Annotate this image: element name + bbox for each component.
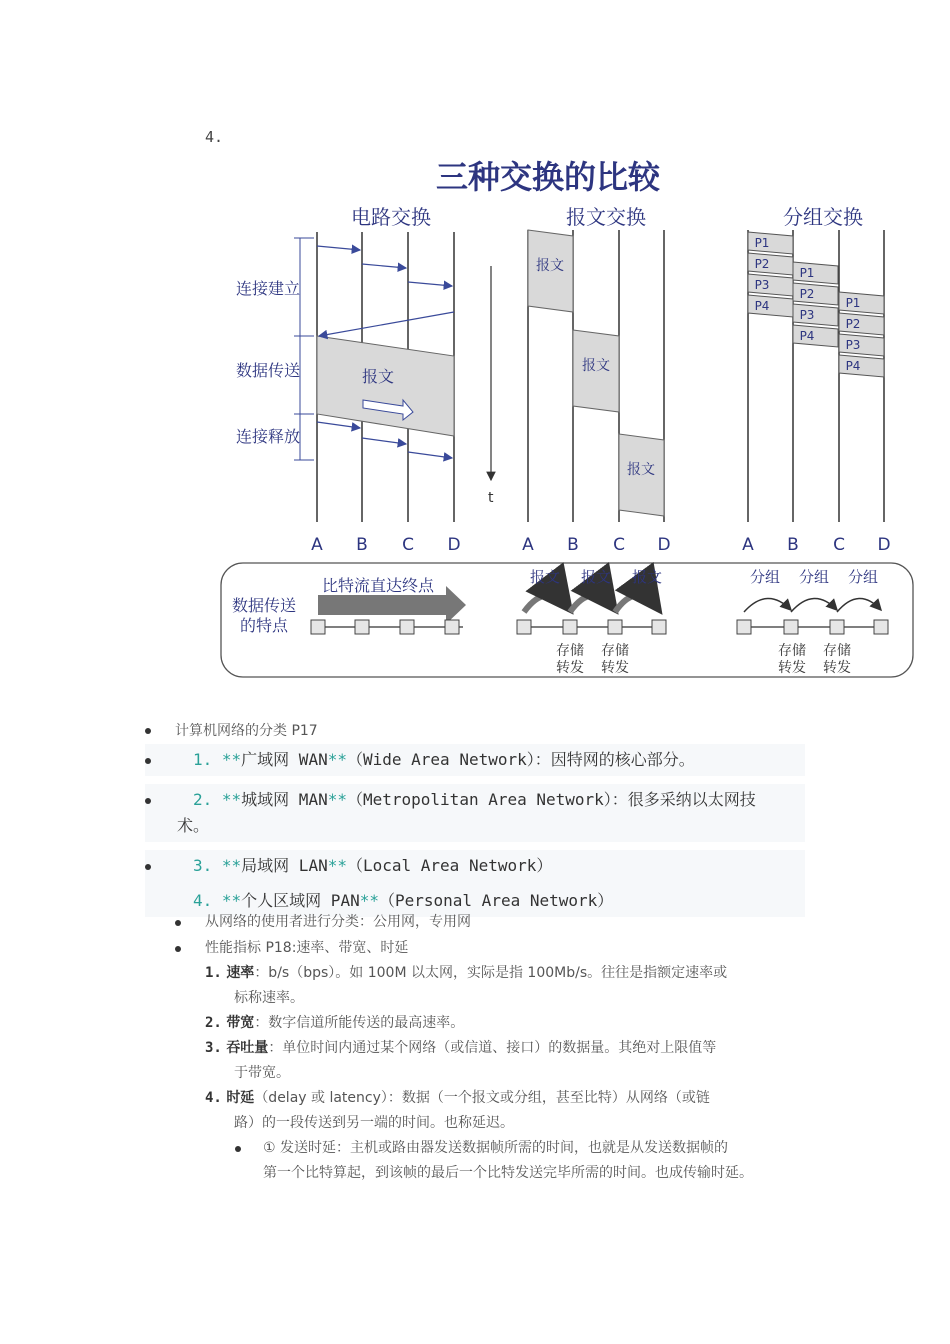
bold-marker: **: [221, 750, 242, 769]
packet-label-0-1: P2: [754, 257, 770, 271]
node-label-2-2: C: [833, 535, 845, 555]
store-label-1: 存储: [556, 643, 584, 659]
bullet-dot: [235, 1146, 241, 1152]
packet-blocks: [748, 232, 884, 377]
side-label-release: 连接释放: [236, 427, 301, 446]
bottom-node-2: [400, 620, 414, 634]
store-label-4: 存储: [823, 643, 851, 659]
packet-label-2-3: P4: [845, 359, 861, 373]
bottom-node-6: [608, 620, 622, 634]
section-number: 4.: [205, 128, 224, 146]
perf-item-latency: [205, 1086, 815, 1136]
forward-label-2: 转发: [601, 660, 629, 676]
item-number: 4.: [193, 891, 213, 910]
figure-title: 三种交换的比较: [435, 158, 661, 196]
message-tag-3: 报文: [631, 568, 663, 586]
bottom-node-1: [355, 620, 369, 634]
bottom-node-0: [311, 620, 325, 634]
message-tag-2: 报文: [580, 568, 612, 586]
node-label-2-1: B: [787, 535, 799, 555]
bottom-node-3: [445, 620, 459, 634]
perf-desc: ：b/s（bps）。如 100M 以太网，实际是指 100Mb/s。往往是指额定速率或: [254, 965, 728, 981]
packet-label-2-2: P3: [845, 338, 861, 352]
forward-label-4: 转发: [823, 660, 851, 676]
packet-label-1-2: P3: [799, 308, 815, 322]
item-number: 1.: [193, 750, 213, 769]
performance-heading: 性能指标 P18:速率、带宽、时延: [205, 940, 409, 956]
sub-item-transmission-delay: [235, 1136, 835, 1186]
packet-tag-3: 分组: [847, 568, 879, 586]
perf-number: 3.: [205, 1040, 222, 1056]
bottom-node-4: [517, 620, 531, 634]
item-number: 2.: [193, 790, 213, 809]
perf-desc-continued: 路）的一段传送到另一端的时间。也称延迟。: [234, 1115, 514, 1131]
bottom-row-label-2: 的特点: [240, 616, 289, 635]
switching-comparison-figure: [218, 150, 918, 680]
network-desc-continued: 术。: [177, 816, 210, 835]
packet-tag-2: 分组: [798, 568, 830, 586]
packet-label-1-0: P1: [799, 266, 815, 280]
message-block-2-label: 报文: [582, 358, 610, 374]
bold-marker: **: [221, 856, 242, 875]
node-label-2-3: D: [877, 535, 891, 555]
network-name: 局域网 LAN: [241, 856, 328, 875]
message-block-3-label: 报文: [627, 462, 655, 478]
store-label-3: 存储: [778, 643, 806, 659]
perf-number: 4.: [205, 1090, 222, 1106]
packet-label-1-3: P4: [799, 329, 815, 343]
node-label-0-1: B: [356, 535, 368, 555]
perf-number: 1.: [205, 965, 222, 981]
message-block-1-label: 报文: [536, 258, 564, 274]
side-label-setup: 连接建立: [236, 279, 301, 298]
packet-label-0-2: P3: [754, 278, 770, 292]
bold-marker: **: [221, 891, 242, 910]
packet-label-2-1: P2: [845, 317, 861, 331]
code-line-man: [145, 784, 805, 842]
circuit-message-block: [317, 336, 454, 436]
bold-marker: **: [327, 856, 347, 875]
perf-desc: （delay 或 latency）：数据（一个报文或分组，甚至比特）从网络（或链: [254, 1090, 710, 1106]
perf-term: 带宽: [226, 1015, 255, 1031]
bottom-node-10: [830, 620, 844, 634]
bold-marker: **: [359, 891, 379, 910]
network-types-block: [145, 744, 805, 917]
bottom-node-8: [737, 620, 751, 634]
bullet-performance: [175, 936, 408, 961]
perf-item-throughput: [205, 1036, 815, 1086]
network-desc: （Metropolitan Area Network）：很多采纳以太网技: [346, 790, 756, 809]
bottom-node-11: [874, 620, 888, 634]
bullet-dot: [145, 728, 151, 734]
bottom-node-5: [563, 620, 577, 634]
perf-term: 时延: [226, 1090, 255, 1106]
bottom-node-9: [784, 620, 798, 634]
perf-term: 吞吐量: [226, 1040, 269, 1056]
sub-item-text-continued: 第一个比特算起，到该帧的最后一个比特发送完毕所需的时间。也成传输时延。: [263, 1165, 753, 1181]
node-label-0-0: A: [311, 535, 323, 555]
packet-label-0-0: P1: [754, 236, 770, 250]
node-label-1-3: D: [657, 535, 671, 555]
node-label-1-1: B: [567, 535, 579, 555]
node-label-0-2: C: [402, 535, 414, 555]
side-label-transfer: 数据传送: [236, 361, 301, 380]
store-label-2: 存储: [601, 643, 629, 659]
packet-label-0-3: P4: [754, 299, 770, 313]
network-name: 广域网 WAN: [241, 750, 328, 769]
bold-marker: **: [221, 790, 242, 809]
item-number: 3.: [193, 856, 213, 875]
classification-heading: 计算机网络的分类 P17: [175, 723, 318, 739]
network-desc: （Personal Area Network）: [378, 891, 614, 910]
forward-label-3: 转发: [778, 660, 806, 676]
bullet-dot: [145, 798, 151, 804]
packet-label-1-1: P2: [799, 287, 815, 301]
bitstream-text: 比特流直达终点: [322, 576, 435, 595]
bottom-row-label-1: 数据传送: [232, 596, 297, 615]
perf-number: 2.: [205, 1015, 222, 1031]
perf-item-rate: [205, 961, 815, 1011]
bullet-dot: [175, 946, 181, 952]
node-label-1-0: A: [522, 535, 534, 555]
node-label-2-0: A: [742, 535, 754, 555]
code-line-wan: [145, 744, 805, 776]
perf-item-bandwidth: [205, 1011, 464, 1036]
bullet-dot: [145, 864, 151, 870]
bold-marker: **: [327, 750, 347, 769]
bullet-network-classification: [145, 720, 318, 740]
perf-desc-continued: 于带宽。: [234, 1065, 290, 1081]
column-title-packet: 分组交换: [783, 205, 863, 229]
sub-item-text: ① 发送时延：主机或路由器发送数据帧所需的时间，也就是从发送数据帧的: [263, 1140, 728, 1156]
node-labels: [311, 535, 890, 555]
network-name: 个人区域网 PAN: [241, 891, 360, 910]
bottom-node-7: [652, 620, 666, 634]
perf-desc: ：数字信道所能传送的最高速率。: [254, 1015, 465, 1031]
bold-marker: **: [327, 790, 347, 809]
perf-desc-continued: 标称速率。: [234, 990, 304, 1006]
node-label-0-3: D: [447, 535, 461, 555]
message-tag-1: 报文: [529, 568, 561, 586]
packet-tag-1: 分组: [749, 568, 781, 586]
network-desc: （Local Area Network）: [346, 856, 553, 875]
bullet-dot: [145, 758, 151, 764]
bullet-user-classification: [175, 910, 471, 935]
packet-label-2-0: P1: [845, 296, 861, 310]
column-title-message: 报文交换: [566, 205, 646, 229]
code-line-lan: [145, 850, 805, 882]
node-label-1-2: C: [613, 535, 625, 555]
column-title-circuit: 电路交换: [351, 205, 431, 229]
user-classification-text: 从网络的使用者进行分类：公用网，专用网: [205, 914, 471, 930]
forward-label-1: 转发: [556, 660, 584, 676]
perf-desc: ：单位时间内通过某个网络（或信道、接口）的数据量。其绝对上限值等: [268, 1040, 717, 1056]
time-label: t: [488, 490, 494, 506]
bullet-dot: [175, 920, 181, 926]
network-desc: （Wide Area Network）：因特网的核心部分。: [346, 750, 695, 769]
perf-term: 速率: [226, 965, 255, 981]
circuit-message-label: 报文: [361, 367, 395, 386]
network-name: 城域网 MAN: [241, 790, 328, 809]
